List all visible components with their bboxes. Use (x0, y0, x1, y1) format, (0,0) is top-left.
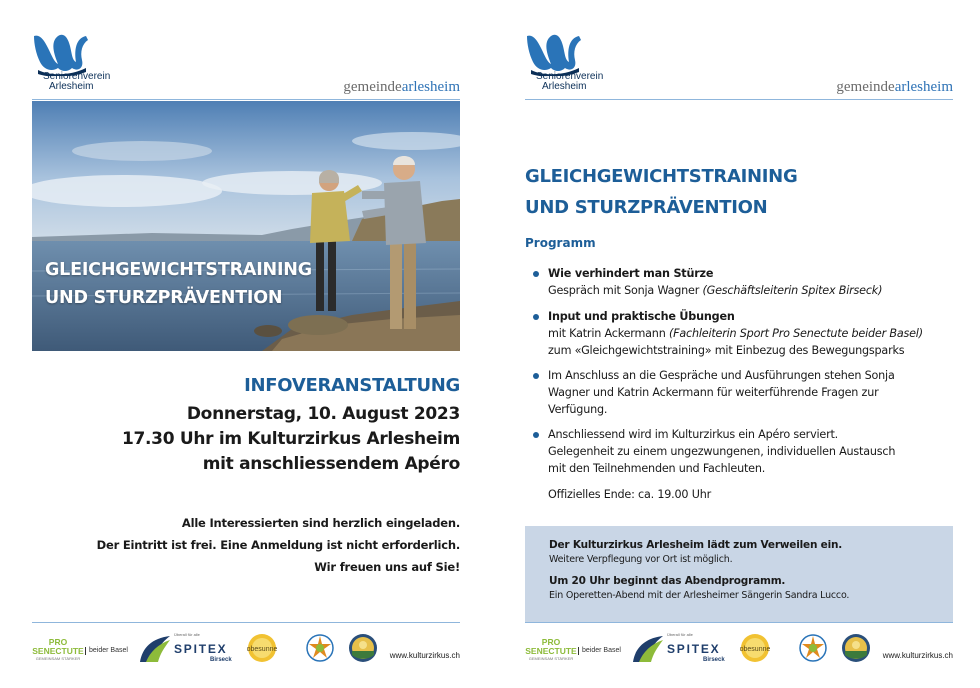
seniorenverein-wave-icon (32, 32, 92, 76)
gemeinde-accent: arlesheim (894, 79, 953, 95)
agenda-item (533, 265, 953, 299)
agenda-item-text (548, 325, 953, 342)
agenda-line: Gelegenheit zu einem ungezwungenen, individuellen Austausch (548, 445, 896, 458)
website-link[interactable]: www.kulturzirkus.ch (882, 651, 953, 660)
spitex-leaf-icon (138, 634, 172, 664)
gemeinde-accent: arlesheim (401, 79, 460, 95)
bullet-icon (533, 271, 539, 277)
agenda-line: Anschliessend wird im Kulturzirkus ein Apéro serviert. (548, 428, 839, 441)
spitex-tagline: Überall für alle (174, 632, 200, 637)
agenda-line: Verfügung. (548, 403, 608, 416)
gemeinde-arlesheim-logo (836, 79, 953, 96)
agenda-item-text-2: zum «Gleichgewichtstraining» mit Einbezug des Bewegungsparks (548, 344, 905, 357)
agenda-line: Im Anschluss an die Gespräche und Ausführungen stehen Sonja (548, 369, 895, 382)
infobox-heading-2: Um 20 Uhr beginnt das Abendprogramm. (549, 575, 786, 587)
spitex-name: SPITEX (667, 642, 721, 656)
lions-club-logo (305, 633, 335, 663)
pro-senectute-name: SENECTUTE (525, 646, 577, 656)
seniorenverein-wave-icon (525, 32, 585, 76)
spitex-sub: Birseck (703, 657, 725, 663)
beider-basel-label: beider Basel (85, 647, 128, 655)
program-title (525, 161, 797, 223)
obesunne-text: obesunne (247, 646, 277, 653)
pro-senectute-logo (32, 638, 84, 661)
sun-emblem-logo (348, 633, 378, 663)
event-extra: mit anschliessendem Apéro (202, 454, 460, 474)
agenda-item-heading: Wie verhindert man Stürze (548, 267, 714, 280)
agenda-item-text (548, 282, 953, 299)
infobox-heading-1: Der Kulturzirkus Arlesheim lädt zum Verweilen ein. (549, 539, 843, 551)
agenda-item (533, 367, 953, 418)
logo-line-1: Seniorenverein (536, 71, 604, 82)
footer-divider (525, 622, 953, 623)
sponsor-footer (32, 628, 460, 668)
flyer-left-page (0, 0, 460, 688)
hero-photo (32, 101, 460, 351)
event-time-place: 17.30 Uhr im Kulturzirkus Arlesheim (121, 429, 460, 449)
flyer-right-page (493, 0, 953, 688)
sponsor-footer (525, 628, 953, 668)
gemeinde-prefix: gemeinde (343, 79, 402, 95)
logo-line-2: Arlesheim (49, 81, 94, 92)
photo-title-line-2: UND STURZPRÄVENTION (45, 288, 283, 308)
obesunne-logo (740, 633, 770, 663)
invitation-text (32, 512, 460, 578)
agenda-role: (Geschäftsleiterin Spitex Birseck) (702, 284, 883, 297)
gemeinde-arlesheim-logo (343, 79, 460, 96)
seniorenverein-logo (525, 32, 635, 98)
beider-basel-label: beider Basel (578, 647, 621, 655)
agenda-role: (Fachleiterin Sport Pro Senectute beider Basel) (668, 327, 923, 340)
logo-line-1: Seniorenverein (43, 71, 111, 82)
agenda-item (533, 308, 953, 359)
program-title-line-2: UND STURZPRÄVENTION (525, 197, 768, 218)
photo-title-line-1: GLEICHGEWICHTSTRAINING (45, 260, 312, 280)
invite-line-2: Der Eintritt ist frei. Eine Anmeldung ist nicht erforderlich. (96, 538, 460, 552)
agenda-text: Gespräch mit Sonja Wagner (548, 284, 703, 297)
event-date: Donnerstag, 10. August 2023 (186, 404, 460, 424)
pro-senectute-logo (525, 638, 577, 661)
seniorenverein-wordmark (536, 72, 603, 92)
agenda-list (533, 265, 953, 503)
program-label: Programm (525, 236, 596, 250)
obesunne-text: obesunne (740, 646, 770, 653)
program-title-line-1: GLEICHGEWICHTSTRAINING (525, 166, 798, 187)
spitex-tagline: Überall für alle (667, 632, 693, 637)
bullet-icon (533, 314, 539, 320)
sun-emblem-logo (841, 633, 871, 663)
spitex-leaf-icon (631, 634, 665, 664)
bullet-icon (533, 432, 539, 438)
pro-senectute-pro: PRO (541, 637, 561, 647)
agenda-line: Wagner und Katrin Ackermann für weiterführende Fragen zur (548, 386, 879, 399)
spitex-logo (138, 632, 230, 666)
spitex-logo (631, 632, 723, 666)
footer-divider (32, 622, 460, 623)
pro-senectute-sub: GEMEINSAM STÄRKER (528, 656, 574, 661)
seniorenverein-wordmark (43, 72, 110, 92)
invite-line-1: Alle Interessierten sind herzlich eingeladen. (181, 516, 460, 530)
pro-senectute-name: SENECTUTE (32, 646, 84, 656)
agenda-text: mit Katrin Ackermann (548, 327, 669, 340)
header-divider (32, 99, 460, 100)
lakeside-seniors-illustration (32, 101, 460, 351)
seniorenverein-logo (32, 32, 142, 98)
invite-line-3: Wir freuen uns auf Sie! (314, 560, 460, 574)
agenda-line: mit den Teilnehmenden und Fachleuten. (548, 462, 766, 475)
website-link[interactable]: www.kulturzirkus.ch (389, 651, 460, 660)
event-details (32, 375, 460, 477)
official-end-time: Offizielles Ende: ca. 19.00 Uhr (548, 488, 711, 501)
obesunne-logo (247, 633, 277, 663)
logo-line-2: Arlesheim (542, 81, 587, 92)
infobox-text-2: Ein Operetten-Abend mit der Arlesheimer Sängerin Sandra Lucco. (549, 590, 850, 601)
photo-overlay-title (45, 256, 312, 312)
event-heading: INFOVERANSTALTUNG (244, 375, 460, 396)
gemeinde-prefix: gemeinde (836, 79, 895, 95)
bullet-icon (533, 373, 539, 379)
infobox-text-1: Weitere Verpflegung vor Ort ist möglich. (549, 554, 733, 565)
pro-senectute-pro: PRO (48, 637, 68, 647)
spitex-name: SPITEX (174, 642, 228, 656)
spitex-sub: Birseck (210, 657, 232, 663)
agenda-item (533, 426, 953, 477)
pro-senectute-sub: GEMEINSAM STÄRKER (35, 656, 81, 661)
lions-club-logo (798, 633, 828, 663)
agenda-item-heading: Input und praktische Übungen (548, 310, 735, 323)
kulturzirkus-infobox (525, 526, 953, 622)
header-divider (525, 99, 953, 100)
